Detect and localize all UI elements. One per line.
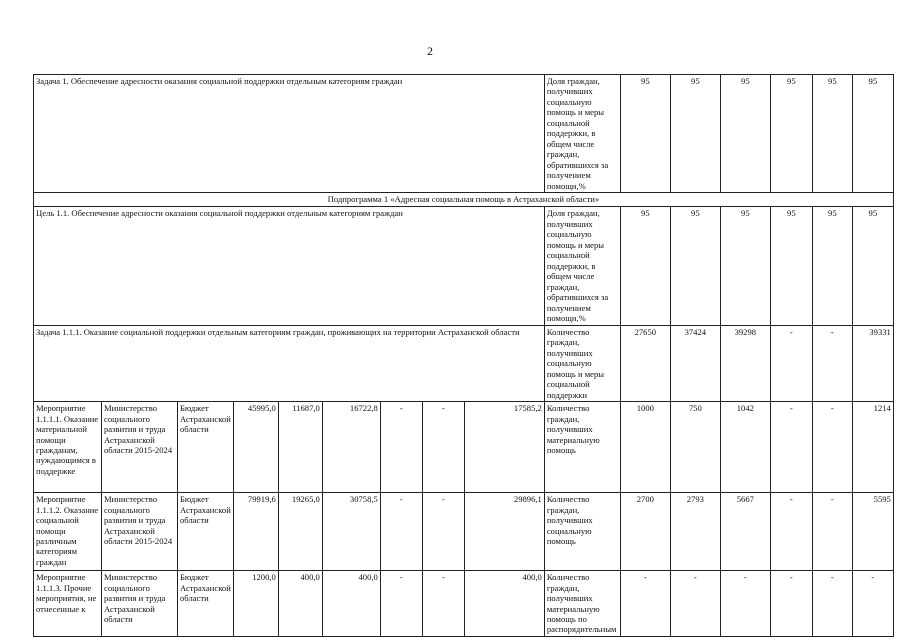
event-1-1-1-2-value: 2700 — [620, 493, 670, 571]
task-1-value: 95 — [670, 75, 720, 193]
goal-1-1-value: 95 — [770, 207, 812, 325]
event-1-1-1-3-value: - — [770, 571, 812, 637]
goal-1-1-value: 95 — [720, 207, 770, 325]
event-1-1-1-1-value: 1214 — [852, 402, 893, 493]
table-row-event-1-1-1-2 — [34, 493, 894, 571]
event-1-1-1-2-finance: 19265,0 — [278, 493, 322, 571]
event-1-1-1-2-value: 5595 — [852, 493, 893, 571]
event-1-1-1-3-finance: 1200,0 — [233, 571, 278, 637]
event-1-1-1-3-value: - — [852, 571, 893, 637]
event-1-1-1-2-name: Мероприятие 1.1.1.2. Оказание социальной помощи различным категориям граждан — [34, 493, 102, 571]
task-1-indicator: Доля граждан, получивших социальную помощь и меры социальной поддержки, в общем числе граждан, обратившихся за получением помощи,% — [544, 75, 620, 193]
event-1-1-1-3-value: - — [812, 571, 852, 637]
table-row-event-1-1-1-3 — [34, 571, 894, 637]
goal-1-1-value: 95 — [670, 207, 720, 325]
event-1-1-1-1-finance: - — [422, 402, 464, 493]
event-1-1-1-3-finance: - — [422, 571, 464, 637]
table-row-task-1 — [34, 75, 894, 193]
task-1-1-1-value: 39298 — [720, 325, 770, 401]
table-row-event-1-1-1-1 — [34, 402, 894, 493]
event-1-1-1-3-source: Бюджет Астраханской области — [178, 571, 234, 637]
event-1-1-1-3-value: - — [670, 571, 720, 637]
event-1-1-1-3-finance: 400,0 — [278, 571, 322, 637]
event-1-1-1-3-finance: 400,0 — [464, 571, 544, 637]
task-1-value: 95 — [620, 75, 670, 193]
event-1-1-1-1-finance: 17585,2 — [464, 402, 544, 493]
task-1-1-1-value: - — [812, 325, 852, 401]
program-table — [33, 74, 894, 637]
task-1-1-1-value: - — [770, 325, 812, 401]
event-1-1-1-3-finance: 400,0 — [322, 571, 380, 637]
event-1-1-1-2-finance: - — [422, 493, 464, 571]
event-1-1-1-2-finance: - — [380, 493, 422, 571]
event-1-1-1-1-finance: 45995,0 — [233, 402, 278, 493]
task-1-title: Задача 1. Обеспечение адресности оказания социальной поддержки отдельным категориям граждан — [34, 75, 545, 193]
event-1-1-1-1-finance: - — [380, 402, 422, 493]
event-1-1-1-1-executor: Министерство социального развития и труда Астраханской области 2015-2024 — [102, 402, 178, 493]
event-1-1-1-2-executor: Министерство социального развития и труда Астраханской области 2015-2024 — [102, 493, 178, 571]
table-row-subprogram — [34, 193, 894, 207]
event-1-1-1-3-value: - — [620, 571, 670, 637]
task-1-value: 95 — [812, 75, 852, 193]
event-1-1-1-2-source: Бюджет Астраханской области — [178, 493, 234, 571]
task-1-1-1-title: Задача 1.1.1. Оказание социальной поддержки отдельным категориям граждан, проживающих на территории Астраханской области — [34, 325, 545, 401]
goal-1-1-value: 95 — [812, 207, 852, 325]
goal-1-1-title: Цель 1.1. Обеспечение адресности оказания социальной поддержки отдельным категориям граждан — [34, 207, 545, 325]
event-1-1-1-2-finance: 79919,6 — [233, 493, 278, 571]
task-1-1-1-value: 27650 — [620, 325, 670, 401]
event-1-1-1-1-value: - — [812, 402, 852, 493]
event-1-1-1-3-indicator: Количество граждан, получивших материальную помощь по распорядительным — [544, 571, 620, 637]
event-1-1-1-1-finance: 16722,8 — [322, 402, 380, 493]
task-1-1-1-value: 39331 — [852, 325, 893, 401]
subprogram-title: Подпрограмма 1 «Адресная социальная помощь в Астраханской области» — [34, 193, 894, 207]
event-1-1-1-2-value: 2793 — [670, 493, 720, 571]
event-1-1-1-3-name: Мероприятие 1.1.1.3. Прочие мероприятия, не отнесенные к — [34, 571, 102, 637]
event-1-1-1-3-executor: Министерство социального развития и труда Астраханской области — [102, 571, 178, 637]
event-1-1-1-1-value: - — [770, 402, 812, 493]
event-1-1-1-2-indicator: Количество граждан, получивших социальную помощь — [544, 493, 620, 571]
event-1-1-1-1-source: Бюджет Астраханской области — [178, 402, 234, 493]
event-1-1-1-3-finance: - — [380, 571, 422, 637]
task-1-value: 95 — [720, 75, 770, 193]
event-1-1-1-1-indicator: Количество граждан, получивших материальную помощь — [544, 402, 620, 493]
page-number: 2 — [427, 44, 433, 58]
event-1-1-1-1-value: 1042 — [720, 402, 770, 493]
task-1-value: 95 — [770, 75, 812, 193]
event-1-1-1-2-finance: 30758,5 — [322, 493, 380, 571]
task-1-value: 95 — [852, 75, 893, 193]
goal-1-1-value: 95 — [620, 207, 670, 325]
table-row-goal-1-1 — [34, 207, 894, 325]
event-1-1-1-2-value: - — [770, 493, 812, 571]
event-1-1-1-2-value: - — [812, 493, 852, 571]
task-1-1-1-indicator: Количество граждан, получивших социальную помощь и меры социальной поддержки — [544, 325, 620, 401]
table-row-task-1-1-1 — [34, 325, 894, 401]
goal-1-1-value: 95 — [852, 207, 893, 325]
event-1-1-1-1-value: 750 — [670, 402, 720, 493]
goal-1-1-indicator: Доля граждан, получивших социальную помощь и меры социальной поддержки, в общем числе граждан, обратившихся за получением помощи,% — [544, 207, 620, 325]
event-1-1-1-3-value: - — [720, 571, 770, 637]
event-1-1-1-1-finance: 11687,0 — [278, 402, 322, 493]
event-1-1-1-1-value: 1000 — [620, 402, 670, 493]
task-1-1-1-value: 37424 — [670, 325, 720, 401]
event-1-1-1-1-name: Мероприятие 1.1.1.1. Оказание материальной помощи гражданам, нуждающимся в поддержке — [34, 402, 102, 493]
event-1-1-1-2-finance: 29896,1 — [464, 493, 544, 571]
event-1-1-1-2-value: 5667 — [720, 493, 770, 571]
